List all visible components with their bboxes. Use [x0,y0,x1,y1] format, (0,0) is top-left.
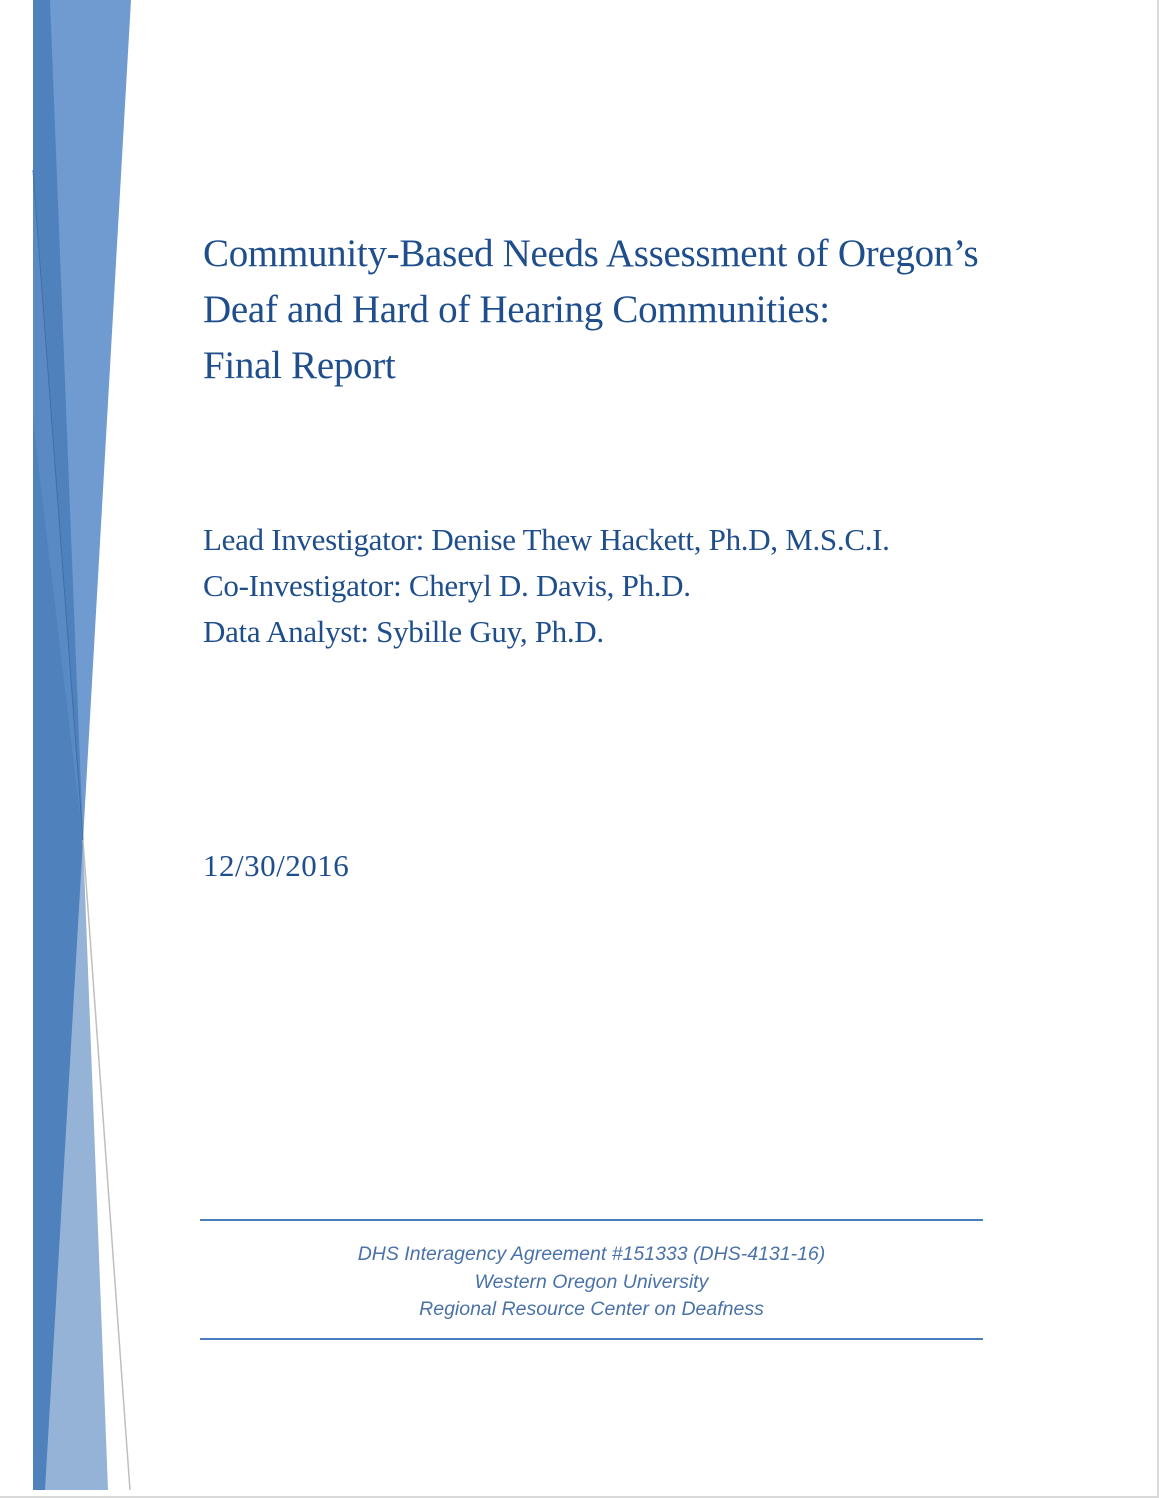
footer-agreement: DHS Interagency Agreement #151333 (DHS-4131-16) [357,1243,826,1265]
footer-block [200,1219,983,1340]
footer-center: Regional Resource Center on Deafness [419,1298,764,1320]
report-title [203,226,1103,394]
footer-text [200,1241,983,1324]
title-line-3: Final Report [203,344,396,387]
title-line-1: Community-Based Needs Assessment of Oregon’s [203,232,979,275]
lead-investigator: Lead Investigator: Denise Thew Hackett, Ph.D, M.S.C.I. [203,522,890,557]
report-date: 12/30/2016 [203,848,350,883]
footer-university: Western Oregon University [474,1270,709,1293]
investigator-list [203,517,1103,655]
title-line-2: Deaf and Hard of Hearing Communities: [203,288,830,331]
decorative-side-band [0,0,140,1498]
co-investigator: Co-Investigator: Cheryl D. Davis, Ph.D. [203,568,691,603]
data-analyst: Data Analyst: Sybille Guy, Ph.D. [203,614,604,649]
